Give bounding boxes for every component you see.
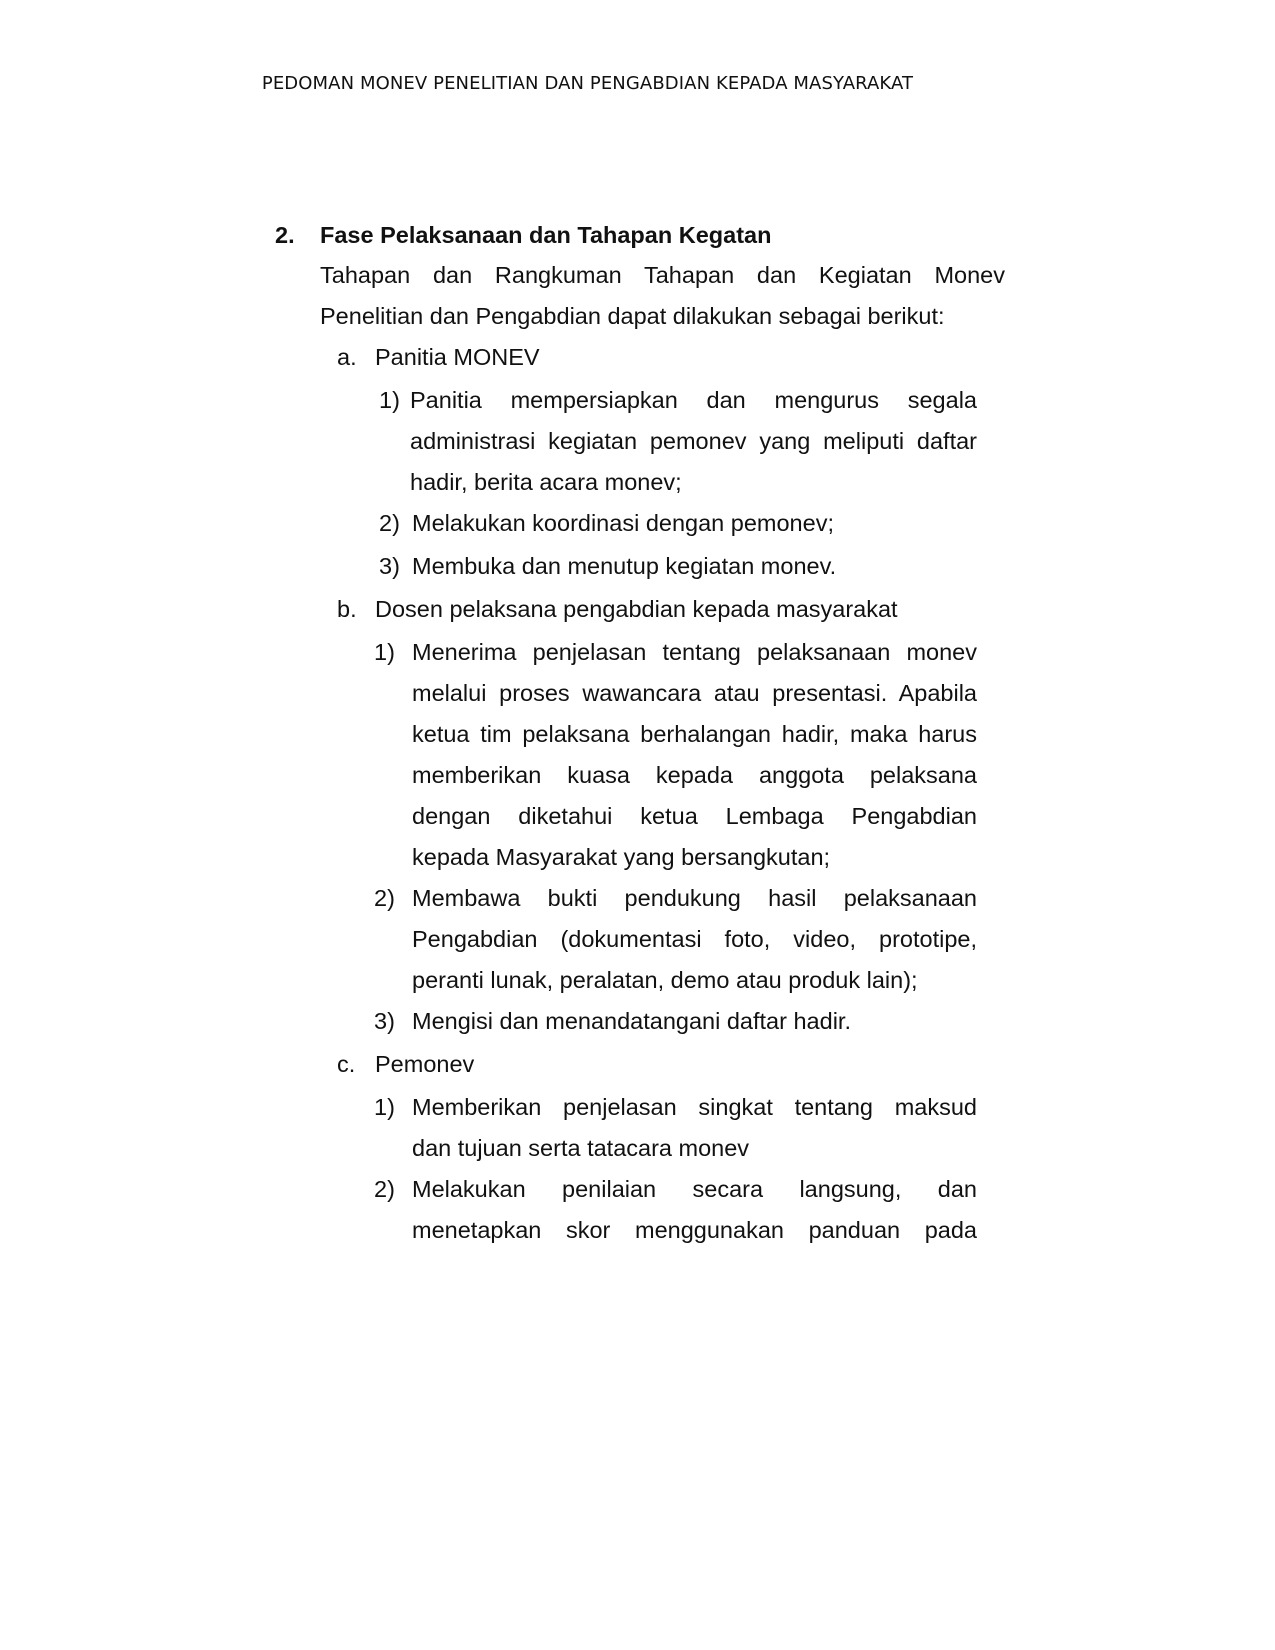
section-title: Fase Pelaksanaan dan Tahapan Kegatan (320, 222, 772, 248)
subsection-label: Panitia MONEV (375, 344, 540, 370)
list-item-line: Membuka dan menutup kegiatan monev. (412, 553, 837, 579)
list-item-line: melalui proses wawancara atau presentasi. Apabila (412, 680, 977, 706)
list-item-line: Menerima penjelasan tentang pelaksanaan monev (412, 639, 977, 665)
item-number: 1) (379, 387, 400, 413)
item-number: 1) (374, 639, 395, 665)
item-number: 2) (374, 1176, 395, 1202)
subsection-label: Dosen pelaksana pengabdian kepada masyarakat (375, 596, 898, 622)
item-number: 3) (374, 1008, 395, 1034)
subsection-letter: a. (337, 344, 357, 370)
list-item-line: kepada Masyarakat yang bersangkutan; (412, 844, 831, 870)
list-item-line: hadir, berita acara monev; (410, 469, 682, 495)
list-item-line: menetapkan skor menggunakan panduan pada (412, 1217, 977, 1243)
list-item-line: Membawa bukti pendukung hasil pelaksanaan (412, 885, 977, 911)
list-item-line: Melakukan penilaian secara langsung, dan (412, 1176, 977, 1202)
list-item-line: Panitia mempersiapkan dan mengurus segala (410, 387, 977, 413)
list-item-line: peranti lunak, peralatan, demo atau produk lain); (412, 967, 918, 993)
list-item-line: ketua tim pelaksana berhalangan hadir, maka harus (412, 721, 977, 747)
list-item-line: memberikan kuasa kepada anggota pelaksana (412, 762, 977, 788)
list-item-line: dan tujuan serta tatacara monev (412, 1135, 750, 1161)
intro-line: Penelitian dan Pengabdian dapat dilakukan sebagai berikut: (320, 303, 945, 329)
list-item-line: Melakukan koordinasi dengan pemonev; (412, 510, 834, 536)
list-item-line: administrasi kegiatan pemonev yang meliputi daftar (410, 428, 977, 454)
section-number: 2. (275, 222, 295, 248)
subsection-letter: b. (337, 596, 357, 622)
item-number: 2) (374, 885, 395, 911)
intro-line: Tahapan dan Rangkuman Tahapan dan Kegiatan Monev (320, 262, 1005, 288)
page-header: PEDOMAN MONEV PENELITIAN DAN PENGABDIAN KEPADA MASYARAKAT (261, 73, 914, 94)
list-item-line: Memberikan penjelasan singkat tentang maksud (412, 1094, 977, 1120)
item-number: 3) (379, 553, 400, 579)
subsection-letter: c. (337, 1051, 356, 1077)
item-number: 2) (379, 510, 400, 536)
list-item-line: dengan diketahui ketua Lembaga Pengabdian (412, 803, 977, 829)
list-item-line: Pengabdian (dokumentasi foto, video, prototipe, (412, 926, 977, 952)
list-item-line: Mengisi dan menandatangani daftar hadir. (412, 1008, 851, 1034)
subsection-label: Pemonev (375, 1051, 475, 1077)
item-number: 1) (374, 1094, 395, 1120)
